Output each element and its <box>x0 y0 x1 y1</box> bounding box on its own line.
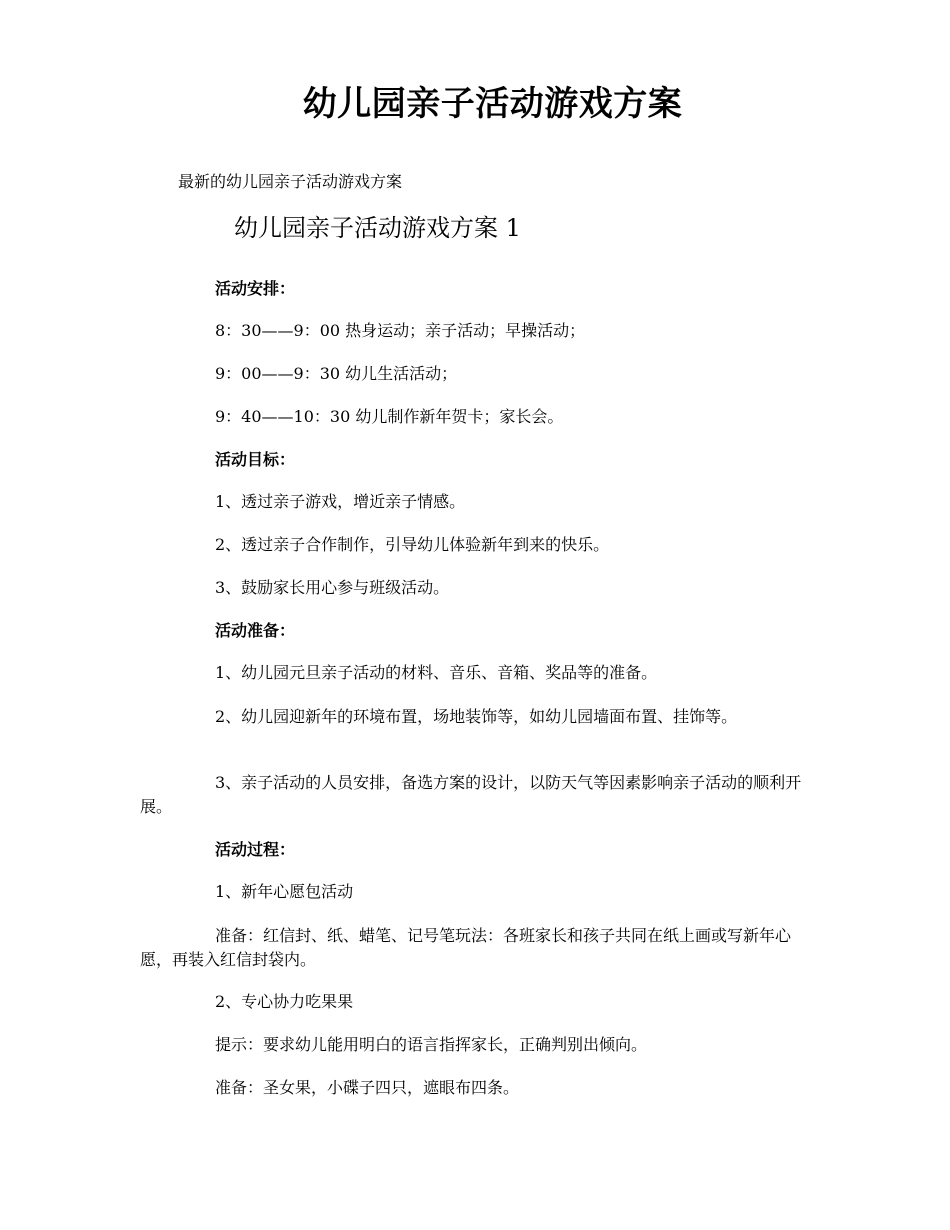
preparation-item: 1、幼儿园元旦亲子活动的材料、音乐、音箱、奖品等的准备。 <box>215 663 658 682</box>
heading-activity-arrangement: 活动安排： <box>215 279 296 298</box>
preparation-item: 3、亲子活动的人员安排，备选方案的设计，以防天气等因素影响亲子活动的顺利开展。 <box>140 773 802 816</box>
document-title: 幼儿园亲子活动游戏方案 <box>302 84 683 124</box>
goal-item: 2、透过亲子合作制作，引导幼儿体验新年到来的快乐。 <box>215 535 610 554</box>
process-detail: 准备：圣女果，小碟子四只，遮眼布四条。 <box>215 1078 520 1097</box>
process-detail: 准备：红信封、纸、蜡笔、记号笔玩法：各班家长和孩子共同在纸上画或写新年心愿，再装入红信封袋内。 <box>140 926 792 969</box>
heading-activity-process: 活动过程： <box>215 840 296 859</box>
process-item: 1、新年心愿包活动 <box>215 882 354 901</box>
goal-item: 1、透过亲子游戏，增近亲子情感。 <box>215 492 466 511</box>
document-subtitle: 最新的幼儿园亲子活动游戏方案 <box>178 172 403 191</box>
schedule-line: 9：00——9：30 幼儿生活活动； <box>215 364 458 383</box>
schedule-line: 8：30——9：00 热身运动；亲子活动；早操活动； <box>215 321 586 340</box>
heading-activity-preparation: 活动准备： <box>215 621 296 640</box>
section-title: 幼儿园亲子活动游戏方案 1 <box>234 214 521 242</box>
goal-item: 3、鼓励家长用心参与班级活动。 <box>215 578 450 597</box>
heading-activity-goals: 活动目标： <box>215 450 296 469</box>
schedule-line: 9：40——10：30 幼儿制作新年贺卡；家长会。 <box>215 407 564 426</box>
process-detail: 提示：要求幼儿能用明白的语言指挥家长，正确判别出倾向。 <box>215 1035 648 1054</box>
process-item: 2、专心协力吃果果 <box>215 992 354 1011</box>
preparation-item: 2、幼儿园迎新年的环境布置，场地装饰等，如幼儿园墙面布置、挂饰等。 <box>215 707 738 726</box>
